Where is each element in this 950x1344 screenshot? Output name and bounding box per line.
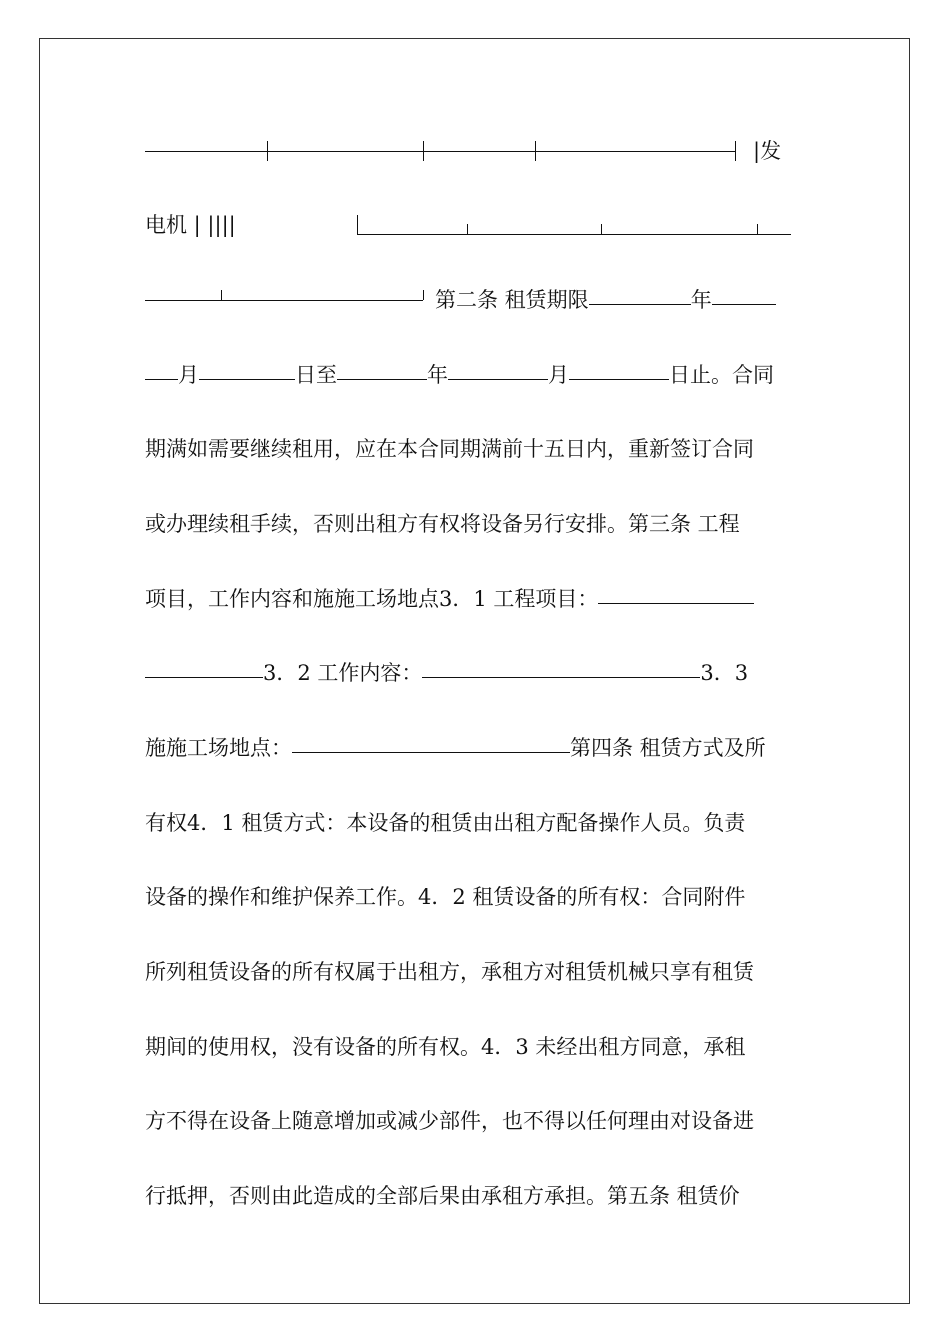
table-tick — [757, 224, 758, 234]
line-text: 3．2 工作内容： — [263, 661, 423, 685]
doc-line-10: 有权4．1 租赁方式：本设备的租赁由出租方配备操作人员。负责 — [145, 811, 746, 835]
unit-label: 日至 — [295, 363, 337, 387]
table-tick — [423, 141, 424, 161]
table-tick — [221, 290, 222, 300]
table-rule — [145, 300, 423, 301]
table-tick — [535, 141, 536, 161]
blank-field — [712, 303, 776, 305]
table-tick — [601, 224, 602, 234]
line-text: 3．3 — [700, 661, 749, 685]
line-text: 日止。合同 — [669, 363, 774, 387]
clause-2-title: 第二条 租赁期限 — [435, 288, 589, 312]
blank-field — [337, 378, 427, 380]
unit-label: 年 — [690, 288, 712, 312]
blank-field — [422, 676, 700, 678]
doc-line-7 — [145, 584, 805, 614]
blank-field — [199, 378, 295, 380]
doc-line-14: 方不得在设备上随意增加或减少部件，也不得以任何理由对设备进 — [145, 1109, 754, 1133]
line-text — [435, 285, 776, 315]
doc-line-1 — [145, 136, 805, 166]
table-tick — [267, 141, 268, 161]
unit-label: 年 — [427, 363, 448, 387]
line-text: |发 — [753, 139, 782, 163]
doc-line-13: 期间的使用权，没有设备的所有权。4．3 未经出租方同意，承租 — [145, 1035, 746, 1059]
table-tick — [423, 290, 424, 300]
doc-line-4 — [145, 360, 805, 390]
doc-line-9 — [145, 733, 805, 763]
doc-line-12: 所列租赁设备的所有权属于出租方，承租方对租赁机械只享有租赁 — [145, 960, 754, 984]
doc-line-2 — [145, 210, 805, 240]
doc-line-6: 或办理续租手续，否则出租方有权将设备另行安排。第三条 工程 — [145, 512, 740, 536]
doc-line-3 — [145, 285, 805, 315]
doc-line-5: 期满如需要继续租用，应在本合同期满前十五日内，重新签订合同 — [145, 437, 754, 461]
table-rule — [145, 151, 735, 152]
unit-label: 月 — [548, 363, 569, 387]
table-tick — [735, 141, 736, 161]
blank-field — [448, 378, 548, 380]
table-tick — [467, 224, 468, 234]
table-tick — [357, 215, 358, 235]
doc-line-15: 行抵押，否则由此造成的全部后果由承租方承担。第五条 租赁价 — [145, 1184, 740, 1208]
line-text: 施施工场地点： — [145, 736, 292, 760]
line-text: 第四条 租赁方式及所 — [570, 736, 766, 760]
table-rule — [357, 234, 791, 235]
doc-line-8 — [145, 658, 805, 688]
blank-field — [145, 676, 263, 678]
unit-label: 月 — [178, 363, 199, 387]
blank-field — [589, 303, 691, 305]
blank-field — [145, 378, 178, 380]
line-text: 项目，工作内容和施施工场地点3．1 工程项目： — [145, 587, 599, 611]
blank-field — [292, 751, 570, 753]
line-text: 电机 | |||| — [145, 213, 236, 237]
blank-field — [569, 378, 669, 380]
doc-line-11: 设备的操作和维护保养工作。4．2 租赁设备的所有权：合同附件 — [145, 885, 746, 909]
blank-field — [598, 602, 754, 604]
